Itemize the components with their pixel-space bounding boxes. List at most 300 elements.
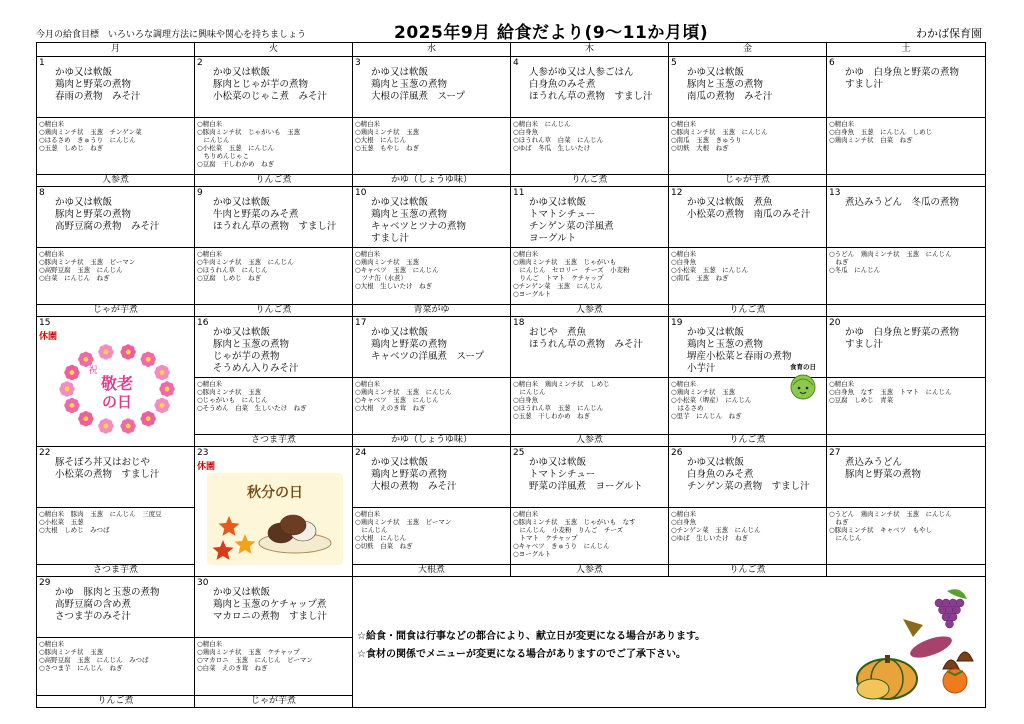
pumpkin-grapes-chestnut-icon (843, 585, 975, 705)
lunch-menu (195, 317, 352, 377)
ingredient-line: ○豚肉ミンチ状 玉葱 ピーマン (39, 258, 136, 266)
lunch-menu (827, 187, 985, 247)
menu-item: 豚肉とじゃが芋の煮物 (213, 79, 309, 90)
menu-item: かゆ又は軟飯 (687, 327, 745, 338)
day-cell (195, 317, 353, 447)
snack-label: りんご煮 (669, 564, 826, 576)
snack-label (827, 304, 985, 316)
ingredients-list (37, 507, 194, 564)
day-number: 29 (39, 578, 51, 588)
ingredient-line: ○鶏肉ミンチ状 玉葱 じゃがいも (513, 258, 617, 266)
page-title: 2025年9月 給食だより(9～11か月頃) (394, 23, 709, 43)
closed-label: 休園 (39, 332, 58, 342)
ingredient-line: ○精白米 (197, 380, 223, 388)
snack-label: さつま芋煮 (195, 434, 352, 446)
day-number: 26 (671, 448, 683, 458)
day-number: 6 (829, 58, 835, 68)
snack-label: じゃが芋煮 (669, 174, 826, 186)
day-number: 10 (355, 188, 367, 198)
ingredient-line: ちりめんじゃこ (197, 152, 249, 160)
menu-item: かゆ 白身魚と野菜の煮物 (845, 327, 960, 338)
day-cell (353, 187, 511, 317)
ingredient-line: ○精白米 (39, 250, 65, 258)
menu-item: 牛肉と野菜のみそ煮 (213, 209, 299, 220)
ingredient-line: ○ほうれん草 白菜 にんじん (513, 136, 604, 144)
snack-label: じゃが芋煮 (195, 695, 352, 707)
ingredient-line: ○精白米 (513, 510, 539, 518)
ingredients-list (195, 117, 352, 174)
lunch-menu (37, 187, 194, 247)
day-number: 25 (513, 448, 525, 458)
ingredient-line: ○うどん 鶏肉ミンチ状 玉葱 にんじん (829, 250, 952, 258)
ingredient-line: ○豆腐 しめじ ねぎ (197, 274, 262, 282)
day-number: 1 (39, 58, 45, 68)
day-number: 22 (39, 448, 51, 458)
ingredient-line: にんじん (513, 388, 546, 396)
shokuiku-label: 食育の日 (790, 363, 816, 371)
menu-item: 大根の洋風煮 スープ (371, 91, 466, 102)
lunch-menu (511, 57, 668, 117)
menu-item: キャベツとツナの煮物 (371, 221, 467, 232)
ingredient-line: ○精白米 (671, 250, 697, 258)
ingredient-line: ○豚肉ミンチ状 玉葱 (197, 388, 262, 396)
lunch-menu (511, 447, 668, 507)
lunch-menu (827, 447, 985, 507)
ingredient-line: ツナ缶（水煮） (355, 274, 407, 282)
flower-icon (120, 344, 135, 359)
menu-item: 小松菜の煮物 すまし汁 (55, 469, 160, 480)
lunch-menu (669, 447, 826, 507)
menu-item: かゆ又は軟飯 (687, 67, 745, 78)
snack-label: りんご煮 (511, 174, 668, 186)
monthly-goal: 今月の給食目標 いろいろな調理方法に興味や関心を持ちましょう (36, 30, 307, 40)
ingredient-line: ○大根 にんじん (355, 136, 407, 144)
day-cell (669, 317, 827, 447)
weekday-fri: 金 (669, 43, 827, 57)
ingredient-line: ○精白米 (829, 380, 855, 388)
day-number: 27 (829, 448, 841, 458)
menu-item: さつま芋のみそ汁 (55, 611, 132, 622)
menu-item: ほうれん草の煮物 すまし汁 (213, 221, 337, 232)
ingredient-line: ○ヨーグルト (513, 550, 551, 558)
ingredient-line: ○ヨーグルト (513, 290, 551, 298)
menu-item: かゆ又は軟飯 (213, 327, 271, 338)
day-cell (827, 187, 985, 317)
menu-item: かゆ又は軟飯 (529, 457, 587, 468)
flower-icon (154, 398, 169, 413)
ingredient-line: ○大根 しめじ みつば (39, 526, 110, 534)
day-number: 11 (513, 188, 525, 198)
menu-item: かゆ又は軟飯 (371, 457, 429, 468)
lunch-menu (827, 317, 985, 377)
keiro-no-hi-illustration (53, 341, 181, 437)
ingredient-line: ○南瓜 玉葱 きゅうり (671, 136, 742, 144)
ingredient-line: ○玉葱 干しわかめ ねぎ (513, 412, 591, 420)
day-cell (37, 447, 195, 577)
menu-item: 堺産小松菜と春雨の煮物 (687, 351, 792, 362)
lunch-menu (511, 187, 668, 247)
menu-item: かゆ又は軟飯 (371, 197, 429, 208)
ingredients-list (37, 247, 194, 304)
day-number: 23 (197, 448, 209, 458)
ingredients-list (669, 117, 826, 174)
day-number: 3 (355, 58, 361, 68)
day-number: 2 (197, 58, 203, 68)
menu-item: かゆ又は軟飯 (213, 587, 271, 598)
menu-item: かゆ又は軟飯 (213, 197, 271, 208)
day-cell (353, 317, 511, 447)
ingredient-line: ○精白米 (197, 120, 223, 128)
menu-item: キャベツの洋風煮 スープ (371, 351, 485, 362)
flower-icon (140, 352, 155, 367)
day-cell (195, 57, 353, 187)
menu-item: かゆ又は軟飯 (529, 197, 587, 208)
menu-item: 鶏肉と玉葱の煮物 (687, 339, 764, 350)
weekday-sat: 土 (827, 43, 985, 57)
day-number: 18 (513, 318, 525, 328)
shubun-no-hi-illustration (205, 471, 345, 567)
ingredient-line: ○チンゲン菜 玉葱 にんじん (671, 526, 761, 534)
ingredient-line: ○精白米 (829, 120, 855, 128)
day-number: 16 (197, 318, 209, 328)
menu-item: 小芋汁 (687, 363, 716, 374)
flower-icon (120, 418, 135, 433)
ingredient-line: ○豚肉ミンチ状 じゃがいも 玉葱 (197, 128, 301, 136)
ingredient-line: ねぎ (829, 258, 849, 266)
ingredient-line: ○さつま芋 にんじん ねぎ (39, 664, 123, 672)
snack-label: かゆ（しょうゆ味） (353, 434, 510, 446)
snack-label: 人参煮 (37, 174, 194, 186)
snack-label: じゃが芋煮 (37, 304, 194, 316)
shokuiku-no-hi-badge (784, 361, 822, 405)
ingredient-line: ○小松菜 玉葱 にんじん (197, 144, 275, 152)
day-cell (37, 57, 195, 187)
flower-icon (98, 344, 113, 359)
ingredient-line: ○白身魚 (671, 258, 697, 266)
menu-item: 豚肉と野菜の煮物 (55, 209, 132, 220)
weekday-wed: 水 (353, 43, 511, 57)
ingredient-line: ○精白米 (39, 120, 65, 128)
ingredient-line: ○高野豆腐 玉葱 にんじん みつば (39, 656, 149, 664)
ingredient-line: ○里芋 にんじん ねぎ (671, 412, 742, 420)
ingredient-line: ○白菜 えのき茸 ねぎ (197, 664, 268, 672)
menu-item: 鶏肉と野菜の煮物 (371, 339, 448, 350)
ingredient-line: ○鶏肉ミンチ状 玉葱 (355, 128, 420, 136)
menu-item: 小松菜の煮物 南瓜のみそ汁 (687, 209, 811, 220)
snack-label: 青菜がゆ (353, 304, 510, 316)
ingredient-line: ○精白米 (197, 640, 223, 648)
day-cell (195, 187, 353, 317)
lunch-menu (669, 57, 826, 117)
ingredient-line: ○牛肉ミンチ状 玉葱 にんじん (197, 258, 294, 266)
lunch-menu (37, 577, 194, 637)
weekday-tue: 火 (195, 43, 353, 57)
menu-item: 南瓜の煮物 みそ汁 (687, 91, 773, 102)
ingredient-line: ○冬瓜 にんじん (829, 266, 881, 274)
menu-item: おじや 煮魚 (529, 327, 587, 338)
ingredient-line: ○豚肉ミンチ状 玉葱 (39, 648, 104, 656)
keiro-label-top: 敬老 (100, 374, 134, 393)
school-name: わかば保育園 (916, 27, 982, 40)
menu-calendar (36, 42, 986, 708)
shubun-label: 秋分の日 (247, 485, 303, 501)
day-cell (669, 57, 827, 187)
snack-label: 人参煮 (511, 434, 668, 446)
day-number: 4 (513, 58, 519, 68)
menu-item: 白身魚のみそ煮 (529, 79, 596, 90)
menu-item: かゆ又は軟飯 (371, 67, 429, 78)
ingredient-line: ○精白米 (513, 250, 539, 258)
ingredient-line: ○大根 生しいたけ ねぎ (355, 282, 433, 290)
ingredients-list (511, 117, 668, 174)
ingredient-line: ○精白米 (39, 640, 65, 648)
menu-item: かゆ 豚肉と玉葱の煮物 (55, 587, 160, 598)
lunch-menu (353, 447, 510, 507)
ingredient-line: ○小松菜（堺産） にんじん (671, 396, 752, 404)
day-number: 19 (671, 318, 683, 328)
flower-icon (159, 381, 174, 396)
notice-text: ☆給食・間食は行事などの都合により、献立日が変更になる場合があります。 (357, 631, 706, 642)
day-cell (353, 447, 511, 577)
ingredients-list (511, 507, 668, 564)
flower-icon (78, 352, 93, 367)
ingredient-line: にんじん (355, 526, 388, 534)
menu-item: すまし汁 (845, 339, 884, 350)
ingredient-line: ○南瓜 玉葱 ねぎ (671, 274, 729, 282)
menu-item: ほうれん草の煮物 すまし汁 (529, 91, 653, 102)
ingredient-line: ○鶏肉ミンチ状 玉葱 にんじん (355, 388, 452, 396)
menu-item: トマトシチュー (529, 209, 596, 220)
day-number: 30 (197, 578, 209, 588)
lunch-menu (353, 317, 510, 377)
ingredient-line: ○精白米 (355, 120, 381, 128)
menu-item: かゆ又は軟飯 (371, 327, 429, 338)
ingredient-line: ○そうめん 白菜 生しいたけ ねぎ (197, 404, 307, 412)
ingredient-line: ○キャベツ きゅうり にんじん (513, 542, 610, 550)
ingredient-line: ○精白米 にんじん (513, 120, 571, 128)
menu-item: すまし汁 (371, 233, 410, 244)
day-cell (37, 577, 195, 707)
menu-item: 豚そぼろ丼又はおじや (55, 457, 151, 468)
ingredient-line: ○鶏肉ミンチ状 玉葱 チンゲン菜 (39, 128, 142, 136)
ohagi-autumn-leaves-icon (205, 471, 345, 567)
lunch-menu (37, 447, 194, 507)
ingredient-line: ○白菜 にんじん ねぎ (39, 274, 110, 282)
flower-icon (98, 418, 113, 433)
menu-item: 豚肉と玉葱の煮物 (213, 339, 290, 350)
ingredient-line: ○精白米 (355, 510, 381, 518)
menu-item: 春雨の煮物 みそ汁 (55, 91, 141, 102)
menu-item: トマトシチュー (529, 469, 596, 480)
ingredient-line: はるさめ (671, 404, 704, 412)
ingredient-line: ○白身魚 (513, 396, 539, 404)
keiro-flower-wreath-icon (53, 341, 181, 437)
menu-item: 鶏肉と玉葱のケチャップ煮 (213, 599, 327, 610)
ingredients-list (511, 377, 668, 434)
ingredient-line: ○精白米 鶏肉ミンチ状 しめじ (513, 380, 610, 388)
day-cell (827, 447, 985, 577)
ingredient-line: ○キャベツ 玉葱 にんじん (355, 266, 439, 274)
lunch-menu (827, 57, 985, 117)
ingredient-line: ○豆腐 しめじ 青菜 (829, 396, 894, 404)
day-cell (827, 57, 985, 187)
ingredient-line: ○白身魚 なす 玉葱 トマト にんじん (829, 388, 952, 396)
ingredients-list (353, 247, 510, 304)
ingredients-list (353, 377, 510, 434)
ingredient-line: ○精白米 (671, 510, 697, 518)
cabbage-mascot-icon (784, 361, 822, 405)
day-number: 12 (671, 188, 683, 198)
menu-item: かゆ又は軟飯 (213, 67, 271, 78)
menu-item: 鶏肉と玉葱の煮物 (371, 79, 448, 90)
menu-item: 高野豆腐の煮物 みそ汁 (55, 221, 160, 232)
snack-label (827, 174, 985, 186)
ingredient-line: にんじん (829, 534, 862, 542)
day-number: 20 (829, 318, 841, 328)
day-cell (511, 57, 669, 187)
ingredient-line: ○玉葱 もやし ねぎ (355, 144, 420, 152)
lunch-menu (37, 57, 194, 117)
snack-label: りんご煮 (669, 304, 826, 316)
day-number: 13 (829, 188, 841, 198)
ingredient-line: ○鶏肉ミンチ状 玉葱 ケチャップ (197, 648, 300, 656)
ingredient-line: ○鶏肉ミンチ状 玉葱 ピーマン (355, 518, 452, 526)
snack-label: さつま芋煮 (37, 564, 194, 576)
ingredient-line: ○キャベツ 玉葱 にんじん (355, 396, 439, 404)
ingredient-line: ○うどん 鶏肉ミンチ状 玉葱 にんじん (829, 510, 952, 518)
ingredient-line: ○小松菜 玉葱 (39, 518, 84, 526)
ingredient-line: ○精白米 (197, 250, 223, 258)
ingredients-list (353, 507, 510, 564)
day-cell (827, 317, 985, 447)
ingredient-line: ○豆腐 干しわかめ ねぎ (197, 160, 275, 168)
ingredient-line: ○じゃがいも にんじん (197, 396, 268, 404)
ingredient-line: トマト ケチャップ (513, 534, 578, 542)
snack-label: りんご煮 (669, 434, 826, 446)
menu-item: 鶏肉と玉葱の煮物 (371, 209, 448, 220)
menu-item: 高野豆腐の含め煮 (55, 599, 132, 610)
weekday-thu: 木 (511, 43, 669, 57)
snack-label: 大根煮 (353, 564, 510, 576)
snack-label (827, 434, 985, 446)
ingredient-line: ○切麩 大根 ねぎ (671, 144, 729, 152)
ingredient-line: ○ほうれん草 玉葱 にんじん (513, 404, 604, 412)
menu-item: 煮込みうどん (845, 457, 903, 468)
day-cell (37, 187, 195, 317)
weekday-mon: 月 (37, 43, 195, 57)
ingredient-line: ○小松菜 玉葱 にんじん (671, 266, 749, 274)
menu-item: ほうれん草の煮物 みそ汁 (529, 339, 644, 350)
ingredients-list (827, 117, 985, 174)
ingredient-line: ○精白米 豚肉 玉葱 にんじん 三度豆 (39, 510, 162, 518)
menu-item: かゆ又は軟飯 (55, 197, 113, 208)
day-number: 9 (197, 188, 203, 198)
lunch-menu (511, 317, 668, 377)
day-number: 17 (355, 318, 367, 328)
ingredient-line: にんじん 小麦粉 りんご チーズ (513, 526, 624, 534)
menu-item: マカロニの煮物 すまし汁 (213, 611, 328, 622)
ingredient-line: ○精白米 (671, 120, 697, 128)
ingredients-list (195, 247, 352, 304)
ingredients-list (195, 377, 352, 434)
menu-item: かゆ又は軟飯 (55, 67, 113, 78)
ingredient-line: ○白身魚 (513, 128, 539, 136)
ingredients-list (827, 507, 985, 564)
ingredient-line: りんご トマト ケチャップ (513, 274, 604, 282)
ingredient-line: ○ほうれん草 にんじん (197, 266, 268, 274)
ingredient-line: ○玉葱 しめじ ねぎ (39, 144, 104, 152)
menu-item: 大根の煮物 みそ汁 (371, 481, 457, 492)
ingredients-list (37, 637, 194, 695)
autumn-harvest-illustration (843, 585, 975, 705)
day-number: 24 (355, 448, 367, 458)
menu-item: 鶏肉と野菜の煮物 (55, 79, 132, 90)
ingredients-list (827, 247, 985, 304)
ingredient-line: ○鶏肉ミンチ状 玉葱 (671, 388, 736, 396)
ingredients-list (195, 637, 352, 695)
snack-label: りんご煮 (195, 304, 352, 316)
ingredient-line: ○ゆば 生しいたけ ねぎ (671, 534, 749, 542)
ingredient-line: ○豚肉ミンチ状 玉葱 にんじん (671, 128, 768, 136)
menu-item: そうめん入りみそ汁 (213, 363, 299, 374)
menu-item: じゃが芋の煮物 (213, 351, 280, 362)
lunch-menu (195, 57, 352, 117)
ingredients-list (353, 117, 510, 174)
flower-icon (78, 411, 93, 426)
ingredient-line: ○高野豆腐 玉葱 にんじん (39, 266, 123, 274)
ingredient-line: にんじん セロリー チーズ 小麦粉 (513, 266, 630, 274)
menu-item: かゆ 白身魚と野菜の煮物 (845, 67, 960, 78)
menu-item: かゆ又は軟飯 (687, 457, 745, 468)
ingredients-list (511, 247, 668, 304)
notice-text: ☆食材の関係でメニューが変更になる場合がありますのでご了承下さい。 (357, 649, 686, 660)
ingredient-line: ○豚肉ミンチ状 キャベツ もやし (829, 526, 933, 534)
day-cell (511, 187, 669, 317)
day-cell (37, 317, 195, 447)
snack-label: かゆ（しょうゆ味） (353, 174, 510, 186)
lunch-menu (195, 187, 352, 247)
day-cell (353, 57, 511, 187)
ingredients-list (37, 117, 194, 174)
ingredient-line: ○豚肉ミンチ状 玉葱 じゃがいも なす (513, 518, 636, 526)
ingredient-line: ○切麩 白菜 ねぎ (355, 542, 413, 550)
menu-item: 豚肉と玉葱の煮物 (687, 79, 764, 90)
ingredient-line: ○はるさめ きゅうり にんじん (39, 136, 136, 144)
day-cell (511, 447, 669, 577)
ingredient-line: ○ゆば 冬瓜 生しいたけ (513, 144, 591, 152)
day-cell (195, 577, 353, 707)
menu-item: 鶏肉と野菜の煮物 (371, 469, 448, 480)
ingredient-line: ○大根 えのき茸 ねぎ (355, 404, 426, 412)
menu-item: 白身魚のみそ煮 (687, 469, 754, 480)
snack-label: りんご煮 (37, 695, 194, 707)
flower-icon (64, 398, 79, 413)
ingredients-list (669, 247, 826, 304)
snack-label: りんご煮 (195, 174, 352, 186)
day-number: 8 (39, 188, 45, 198)
ingredient-line: ○白身魚 (671, 518, 697, 526)
lunch-menu (669, 187, 826, 247)
menu-item: すまし汁 (845, 79, 884, 90)
day-cell (511, 317, 669, 447)
lunch-menu (353, 187, 510, 247)
ingredient-line: ○精白米 (671, 380, 697, 388)
ingredient-line: ○白身魚 玉葱 にんじん しめじ (829, 128, 933, 136)
lunch-menu (195, 577, 352, 637)
ingredient-line: ○精白米 (355, 250, 381, 258)
menu-item: 豚肉と野菜の煮物 (845, 469, 922, 480)
menu-item: 小松菜のじゃこ煮 みそ汁 (213, 91, 328, 102)
